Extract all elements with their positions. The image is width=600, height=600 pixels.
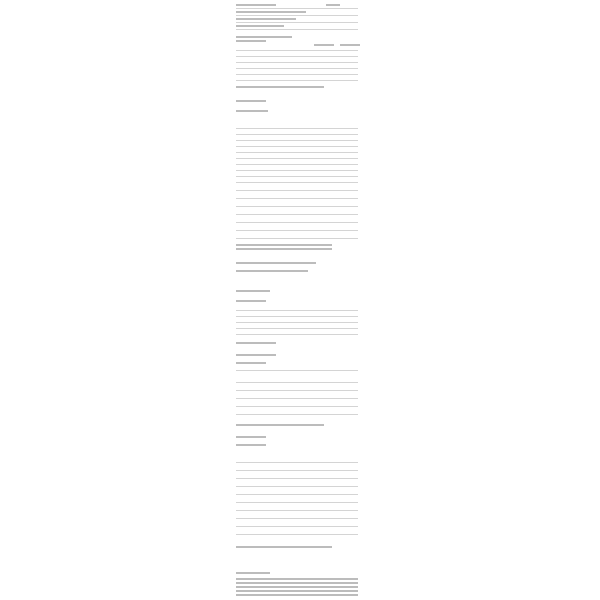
table-row	[236, 182, 358, 183]
table-row	[236, 406, 358, 407]
table-row	[236, 534, 358, 535]
table-row	[236, 146, 358, 147]
table-row	[236, 50, 358, 51]
table-row	[236, 140, 358, 141]
table-row	[236, 176, 358, 177]
table-row	[236, 164, 358, 165]
text-line	[236, 4, 276, 6]
table-row	[236, 414, 358, 415]
text-line	[236, 546, 332, 548]
table-row	[236, 316, 358, 317]
text-line	[326, 4, 340, 6]
table-row	[236, 398, 358, 399]
text-line	[236, 36, 292, 38]
text-line	[236, 248, 332, 250]
table-row	[236, 198, 358, 199]
table-row	[236, 170, 358, 171]
table-row	[236, 74, 358, 75]
table-row	[236, 62, 358, 63]
text-line	[236, 270, 308, 272]
divider	[236, 8, 358, 9]
text-line	[236, 110, 268, 112]
table-row	[236, 222, 358, 223]
table-row	[236, 462, 358, 463]
table-row	[236, 128, 358, 129]
text-line	[236, 262, 316, 264]
text-line	[236, 290, 270, 292]
text-line	[236, 582, 358, 584]
table-row	[236, 370, 358, 371]
table-row	[236, 68, 358, 69]
text-line	[236, 100, 266, 102]
table-row	[236, 80, 358, 81]
table-row	[236, 134, 358, 135]
table-row	[236, 322, 358, 323]
table-row	[236, 518, 358, 519]
text-line	[340, 44, 360, 46]
table-row	[236, 334, 358, 335]
document-page	[232, 0, 366, 600]
table-row	[236, 478, 358, 479]
table-row	[236, 328, 358, 329]
text-line	[236, 11, 306, 13]
divider	[236, 22, 358, 23]
text-line	[236, 18, 296, 20]
text-line	[236, 300, 266, 302]
text-line	[236, 586, 358, 588]
table-row	[236, 390, 358, 391]
table-row	[236, 56, 358, 57]
text-line	[236, 362, 266, 364]
text-line	[236, 424, 324, 426]
table-row	[236, 382, 358, 383]
text-line	[236, 342, 276, 344]
table-row	[236, 152, 358, 153]
table-row	[236, 214, 358, 215]
table-row	[236, 510, 358, 511]
divider	[236, 15, 358, 16]
text-line	[236, 436, 266, 438]
text-line	[314, 44, 334, 46]
table-row	[236, 230, 358, 231]
text-line	[236, 444, 266, 446]
table-row	[236, 206, 358, 207]
text-line	[236, 578, 358, 580]
text-line	[236, 594, 358, 596]
table-row	[236, 310, 358, 311]
text-line	[236, 40, 266, 42]
text-line	[236, 244, 332, 246]
text-line	[236, 25, 284, 27]
divider	[236, 29, 358, 30]
text-line	[236, 572, 270, 574]
table-row	[236, 526, 358, 527]
table-row	[236, 190, 358, 191]
table-row	[236, 158, 358, 159]
table-row	[236, 502, 358, 503]
text-line	[236, 354, 276, 356]
table-row	[236, 238, 358, 239]
table-row	[236, 486, 358, 487]
table-row	[236, 470, 358, 471]
text-line	[236, 590, 358, 592]
text-line	[236, 86, 324, 88]
table-row	[236, 494, 358, 495]
